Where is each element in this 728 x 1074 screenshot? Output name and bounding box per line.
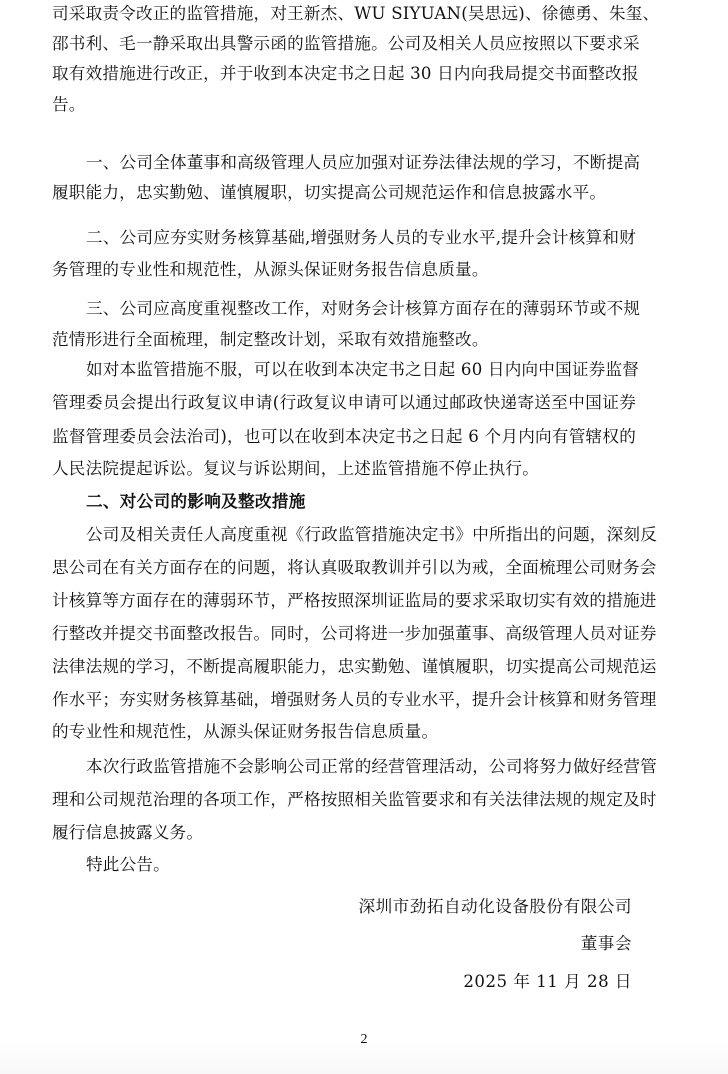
page-number: 2 <box>360 1032 368 1047</box>
text-line: 务管理的专业性和规范性，从源头保证财务报告信息质量。 <box>52 260 489 279</box>
company-name: 深圳市劲拓自动化设备股份有限公司 <box>358 897 632 916</box>
section-heading: 二、对公司的影响及整改措施 <box>86 491 306 511</box>
text-line: 的专业性和规范性，从源头保证财务报告信息质量。 <box>52 722 439 741</box>
text-line: 如对本监管措施不服，可以在收到本决定书之日起 60 日内向中国证券监督 <box>86 360 640 379</box>
text-line: 取有效措施进行改正，并于收到本决定书之日起 30 日内向我局提交书面整改报 <box>52 64 639 83</box>
text-line: 管理委员会提出行政复议申请(行政复议申请可以通过邮政快递寄送至中国证券 <box>52 393 636 412</box>
text-line: 一、公司全体董事和高级管理人员应加强对证券法律法规的学习，不断提高 <box>86 153 641 172</box>
text-line: 理和公司规范治理的各项工作，严格按照相关监管要求和有关法律法规的规定及时 <box>52 790 657 809</box>
text-line: 告。 <box>52 95 86 114</box>
text-line: 监督管理委员会法治司)，也可以在收到本决定书之日起 6 个月内向有管辖权的 <box>52 427 636 446</box>
text-line: 邵书利、毛一静采取出具警示函的监管措施。公司及相关人员应按照以下要求采 <box>52 34 640 53</box>
text-line: 法律法规的学习，不断提高履职能力，忠实勤勉、谨慎履职，切实提高公司规范运 <box>52 657 657 676</box>
text-line: 二、公司应夯实财务核算基础,增强财务人员的专业水平,提升会计核算和财 <box>86 228 636 247</box>
text-line: 本次行政监管措施不会影响公司正常的经营管理活动，公司将努力做好经营管 <box>86 757 657 776</box>
text-line: 三、公司应高度重视整改工作，对财务会计核算方面存在的薄弱环节或不规 <box>86 299 641 318</box>
text-line: 履行信息披露义务。 <box>52 823 204 842</box>
text-line: 人民法院提起诉讼。复议与诉讼期间，上述监管措施不停止执行。 <box>52 459 540 478</box>
board-name: 董事会 <box>580 934 632 953</box>
text-line: 计核算等方面存在的薄弱环节，严格按照深圳证监局的要求采取切实有效的措施进 <box>52 591 657 610</box>
text-line: 公司及相关责任人高度重视《行政监管措施决定书》中所指出的问题，深刻反 <box>86 525 657 544</box>
text-line: 司采取责令改正的监管措施，对王新杰、WU SIYUAN(吴思远)、徐德勇、朱玺、 <box>52 4 660 23</box>
text-line: 作水平；夯实财务核算基础，增强财务人员的专业水平，提升会计核算和财务管理 <box>52 690 657 709</box>
closing-statement: 特此公告。 <box>86 855 170 874</box>
text-line: 履职能力，忠实勤勉、谨慎履职，切实提高公司规范运作和信息披露水平。 <box>52 183 607 202</box>
text-line: 行整改并提交书面整改报告。同时，公司将进一步加强董事、高级管理人员对证券 <box>52 624 657 643</box>
text-line: 思公司在有关方面存在的问题，将认真吸取教训并引以为戒，全面梳理公司财务会 <box>52 558 657 577</box>
text-line: 范情形进行全面梳理，制定整改计划，采取有效措施整改。 <box>52 330 489 349</box>
signature-date: 2025 年 11 月 28 日 <box>463 972 632 991</box>
